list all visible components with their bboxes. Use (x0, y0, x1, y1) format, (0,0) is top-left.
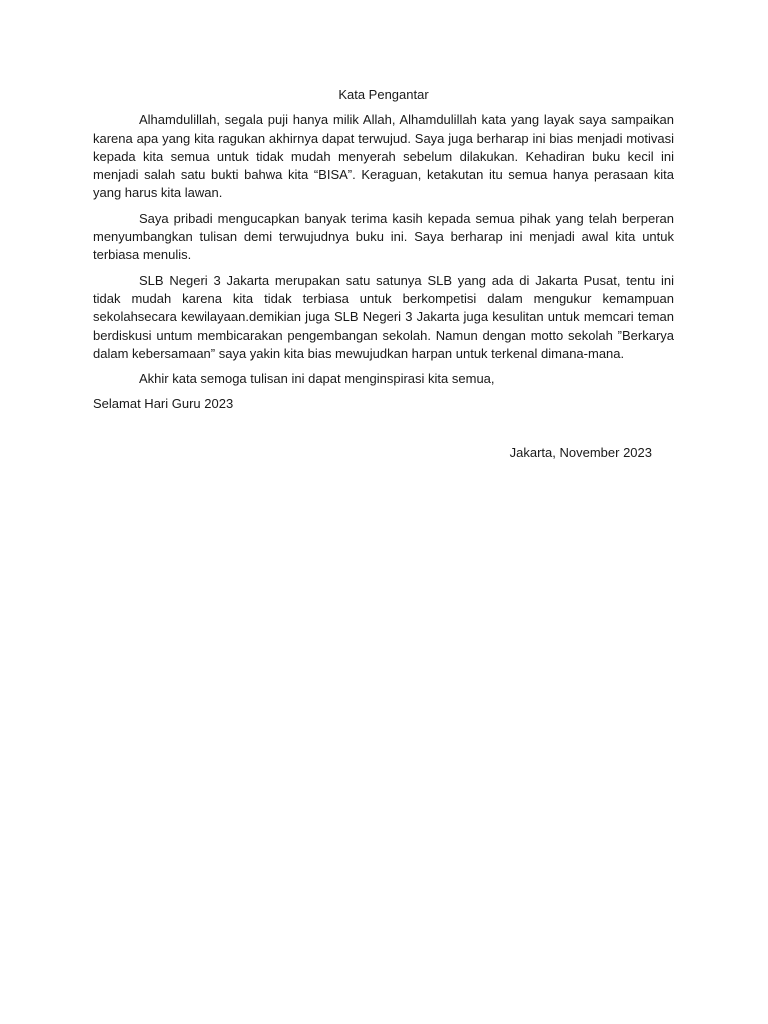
document-page (93, 86, 674, 475)
paragraph-2: Saya pribadi mengucapkan banyak terima kasih kepada semua pihak yang telah berperan menyumbangkan tulisan demi terwujudnya buku ini. Saya berharap ini menjadi awal kita untuk terbiasa menulis. (93, 210, 674, 263)
paragraph-3: SLB Negeri 3 Jakarta merupakan satu satunya SLB yang ada di Jakarta Pusat, tentu ini tidak mudah karena kita tidak terbiasa untuk berkompetisi dalam mengukur kemampuan sekolahsecara kewilayaan.demikian juga SLB Negeri 3 Jakarta juga kesulitan untuk memcari teman berdiskusi untum membicarakan pengembangan sekolah. Namun dengan motto sekolah ”Berkarya dalam kebersamaan” saya yakin kita bias mewujudkan harpan untuk terkenal dimana-mana. (93, 272, 674, 361)
place-date: Jakarta, November 2023 (509, 444, 652, 460)
page-title: Kata Pengantar (338, 87, 429, 102)
greeting: Selamat Hari Guru 2023 (93, 396, 234, 412)
paragraph-4: Akhir kata semoga tulisan ini dapat menginspirasi kita semua, (139, 371, 495, 387)
paragraph-1: Alhamdulillah, segala puji hanya milik Allah, Alhamdulillah kata yang layak saya sampaikan karena apa yang kita ragukan akhirnya dapat terwujud. Saya juga berharap ini bias menjadi motivasi kepada kita semua untuk tidak mudah menyerah sebelum dilakukan. Kehadiran buku kecil ini menjadi salah satu bukti bahwa kita “BISA”. Keraguan, ketakutan itu semua hanya perasaan kita yang harus kita lawan. (93, 112, 674, 201)
